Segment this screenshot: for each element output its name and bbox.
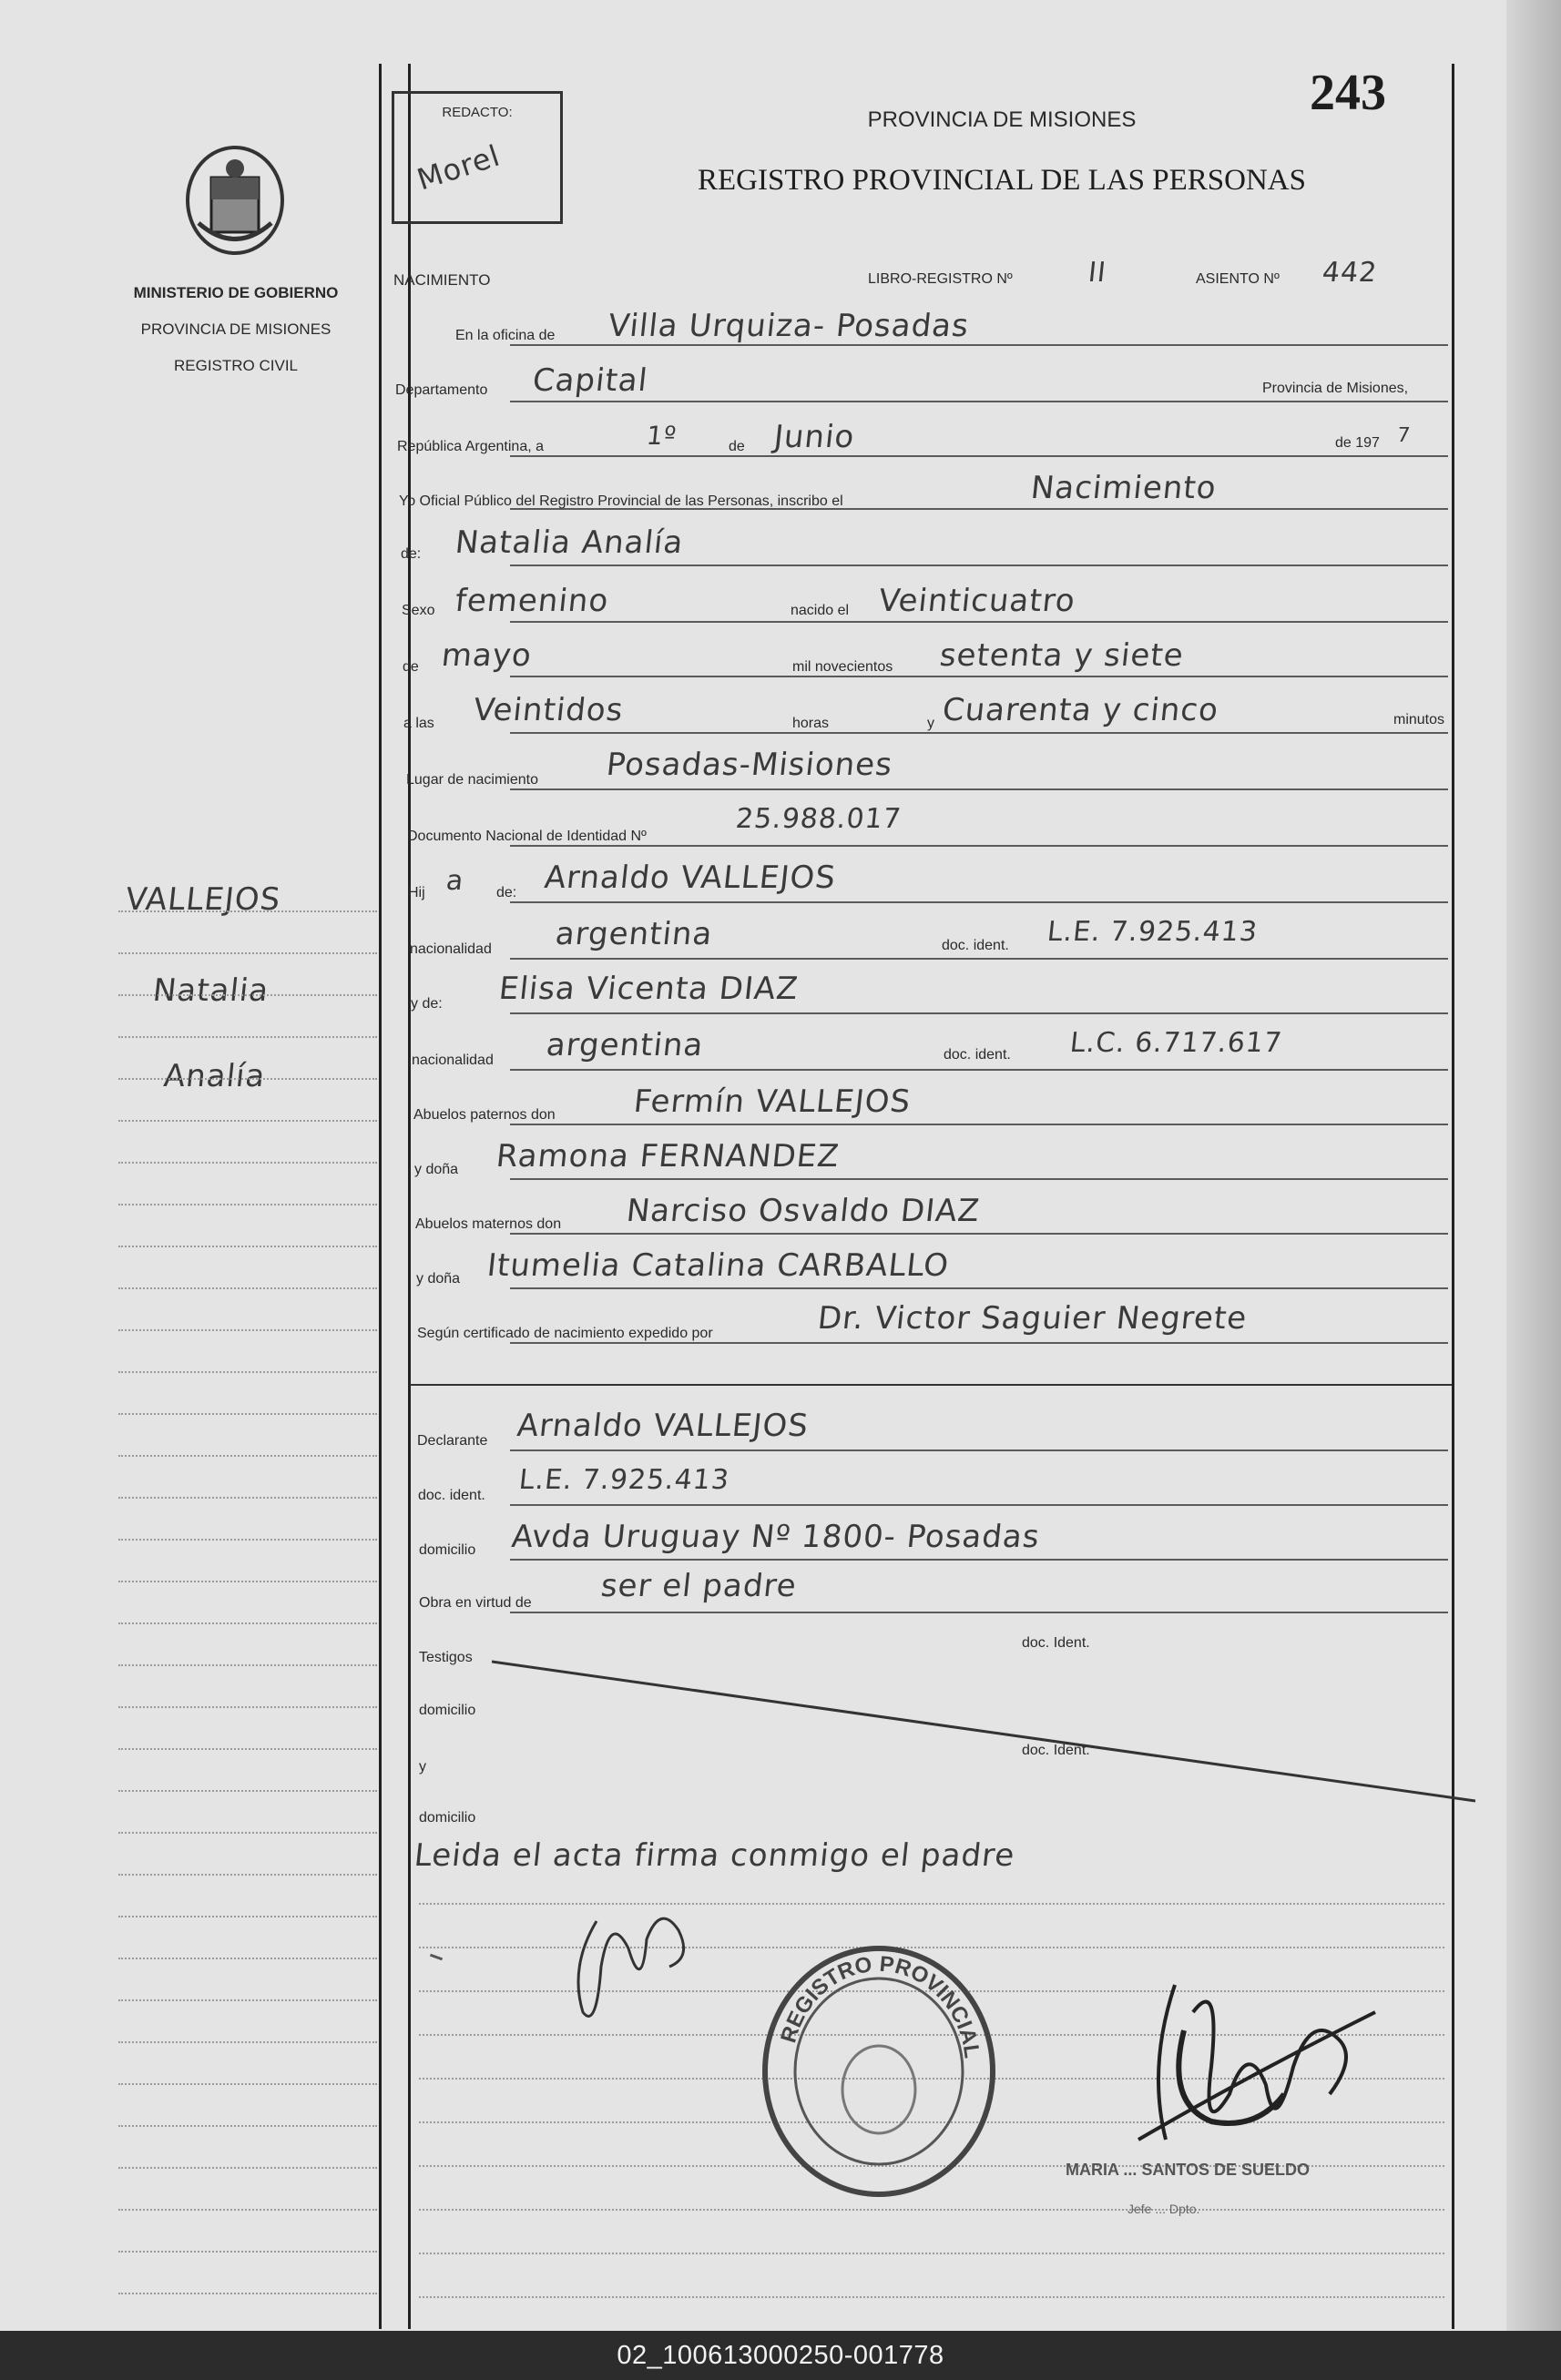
hij-suffix: a — [444, 865, 466, 897]
record-type-label: NACIMIENTO — [393, 271, 491, 289]
margin-line — [118, 1874, 377, 1876]
padre-value: Arnaldo VALLEJOS — [542, 859, 838, 896]
svg-text:REGISTRO PROVINCIAL — [776, 1952, 984, 2060]
form-underline — [510, 901, 1448, 903]
form-underline — [510, 1287, 1448, 1289]
mes-nac-label: de — [403, 659, 419, 675]
republica-label: República Argentina, a — [397, 439, 544, 454]
form-underline — [510, 1449, 1448, 1451]
margin-line — [118, 1916, 377, 1917]
alas-label: a las — [403, 716, 434, 731]
hij-de-label: de: — [496, 885, 517, 900]
asiento-label: ASIENTO Nº — [1196, 271, 1280, 287]
dni-label: Documento Nacional de Identidad Nº — [407, 829, 647, 844]
minutos-value: Cuarenta y cinco — [940, 692, 1221, 728]
ministry-label: MINISTERIO DE GOBIERNO — [133, 284, 339, 301]
certificado-label: Según certificado de nacimiento expedido por — [417, 1326, 713, 1341]
anio-label: de 197 — [1335, 435, 1380, 451]
mes-nac-value: mayo — [439, 637, 534, 674]
redacto-label: REDACTO: — [442, 105, 513, 120]
margin-line — [118, 1120, 377, 1122]
oficial-value: Nacimiento — [1028, 470, 1219, 506]
horas-value: Veintidos — [471, 692, 626, 728]
certificado-value: Dr. Victor Saguier Negrete — [815, 1300, 1250, 1337]
section-separator — [410, 1384, 1452, 1386]
form-underline — [510, 401, 1448, 402]
margin-line — [118, 2041, 377, 2043]
departamento-value: Capital — [530, 362, 650, 399]
hij-label: Hij — [408, 885, 425, 900]
form-underline — [510, 1612, 1448, 1613]
margin-line — [118, 1329, 377, 1331]
form-underline — [510, 845, 1448, 847]
form-underline — [510, 1342, 1448, 1344]
nac-madre-value: argentina — [544, 1027, 706, 1063]
seal-text: REGISTRO PROVINCIAL — [776, 1951, 985, 2060]
margin-line — [118, 1581, 377, 1582]
margin-line — [118, 1622, 377, 1624]
lugar-value: Posadas-Misiones — [604, 747, 895, 783]
inner-border-line — [408, 64, 411, 2329]
sexo-label: Sexo — [402, 603, 435, 618]
nacido-value: Veinticuatro — [876, 583, 1077, 619]
lugar-label: Lugar de nacimiento — [406, 772, 538, 788]
abuelo-pat-value: Fermín VALLEJOS — [631, 1083, 913, 1120]
margin-line — [118, 1958, 377, 1959]
province-left-label: PROVINCIA DE MISIONES — [140, 320, 332, 338]
form-underline — [510, 621, 1448, 623]
yde-label: y de: — [411, 996, 443, 1012]
declarante-label: Declarante — [417, 1433, 488, 1449]
page-edge-shadow — [1506, 0, 1561, 2331]
margin-line — [118, 1455, 377, 1457]
madre-value: Elisa Vicenta DIAZ — [496, 971, 801, 1007]
provincia-suffix: Provincia de Misiones, — [1262, 381, 1409, 396]
abuelos-pat-label: Abuelos paternos don — [413, 1107, 556, 1123]
dni-value: 25.988.017 — [734, 803, 903, 835]
libro-label: LIBRO-REGISTRO Nº — [868, 271, 1013, 287]
right-border-line — [1452, 64, 1454, 2329]
anio-nac-value: setenta y siete — [937, 637, 1186, 674]
domicilio-label: domicilio — [419, 1542, 476, 1558]
form-underline — [510, 1069, 1448, 1071]
de-label: de — [729, 439, 745, 454]
domicilio-value: Avda Uruguay Nº 1800- Posadas — [509, 1519, 1042, 1555]
abuela-mat-value: Itumelia Catalina CARBALLO — [485, 1247, 952, 1284]
dia-value: 1º — [645, 421, 678, 451]
oficina-label: En la oficina de — [455, 328, 556, 343]
margin-line — [118, 1497, 377, 1499]
oficina-value: Villa Urquiza- Posadas — [606, 308, 971, 344]
domicilio2-label: domicilio — [419, 1810, 476, 1826]
y3-label: y — [419, 1759, 426, 1775]
form-underline — [510, 676, 1448, 677]
abuela-pat-value: Ramona FERNANDEZ — [494, 1138, 842, 1175]
margin-line — [118, 1246, 377, 1247]
mes-value: Junio — [771, 419, 857, 455]
ydona2-label: y doña — [416, 1271, 461, 1287]
margin-line — [118, 2293, 377, 2294]
margin-line — [118, 2209, 377, 2211]
official-seal — [756, 1939, 1002, 2203]
margin-line — [118, 1832, 377, 1834]
form-underline — [510, 1124, 1448, 1125]
coat-of-arms-icon — [180, 141, 290, 259]
form-underline — [510, 1012, 1448, 1014]
form-underline — [510, 1233, 1448, 1235]
margin-line — [118, 1664, 377, 1666]
margin-line — [118, 1413, 377, 1415]
doc-madre-label: doc. ident. — [944, 1047, 1011, 1063]
asiento-value: 442 — [1321, 257, 1380, 289]
form-underline — [510, 1504, 1448, 1506]
form-underline — [510, 344, 1448, 346]
official-signature — [1111, 1958, 1384, 2176]
departamento-label: Departamento — [395, 382, 488, 398]
redacto-value: Morel — [413, 137, 505, 198]
province-header: PROVINCIA DE MISIONES — [867, 107, 1137, 132]
declarante-value: Arnaldo VALLEJOS — [515, 1408, 811, 1444]
margin-line — [118, 952, 377, 954]
doc-padre-value: L.E. 7.925.413 — [1046, 916, 1260, 948]
nac-padre-value: argentina — [553, 916, 715, 952]
margin-line — [118, 2167, 377, 2169]
registry-title: REGISTRO PROVINCIAL DE LAS PERSONAS — [697, 164, 1306, 197]
margin-line — [118, 1706, 377, 1708]
libro-value: II — [1087, 257, 1108, 289]
obra-value: ser el padre — [598, 1568, 799, 1604]
margin-line — [118, 1204, 377, 1205]
official-name-stamp: MARIA ... SANTOS DE SUELDO — [1066, 2161, 1311, 2179]
abuelos-mat-label: Abuelos maternos don — [415, 1216, 562, 1232]
anio-value: 7 — [1395, 424, 1413, 447]
margin-second-name: Analía — [161, 1058, 268, 1094]
testigos-label: Testigos — [419, 1650, 473, 1665]
margin-line — [118, 1371, 377, 1373]
nac-padre-label: nacionalidad — [410, 941, 492, 957]
form-underline — [510, 1559, 1448, 1561]
doc2-label: doc. Ident. — [1022, 1743, 1090, 1758]
domicilio1-label: domicilio — [419, 1703, 476, 1718]
form-underline — [510, 564, 1448, 566]
footer-bar — [0, 2331, 1561, 2380]
form-underline — [510, 455, 1448, 457]
page-number: 243 — [1310, 65, 1386, 121]
doc-madre-value: L.C. 6.717.617 — [1068, 1027, 1284, 1059]
margin-line — [118, 994, 377, 996]
nac-madre-label: nacionalidad — [412, 1053, 494, 1068]
form-underline — [510, 1178, 1448, 1180]
horas-label: horas — [792, 716, 830, 731]
oficial-label: Yo Oficial Público del Registro Provincial de las Personas, inscribo el — [399, 493, 843, 509]
margin-line — [118, 1078, 377, 1080]
document-code: 02_100613000250-001778 — [617, 2340, 944, 2370]
margin-line — [118, 1748, 377, 1750]
margin-line — [118, 910, 377, 912]
redacto-box — [392, 91, 563, 224]
margin-line — [118, 1162, 377, 1164]
margin-line — [118, 1790, 377, 1792]
obra-label: Obra en virtud de — [419, 1595, 532, 1611]
margin-line — [118, 1539, 377, 1541]
margin-line — [118, 1287, 377, 1289]
ydona1-label: y doña — [414, 1162, 459, 1177]
form-underline — [510, 732, 1448, 734]
y-label: y — [927, 716, 934, 731]
registro-civil-label: REGISTRO CIVIL — [173, 357, 299, 374]
doc-decl-label: doc. ident. — [418, 1488, 485, 1503]
declarant-signature — [560, 1894, 742, 2030]
nombre-value: Natalia Analía — [453, 524, 686, 561]
minutos-label: minutos — [1393, 712, 1445, 727]
margin-line — [118, 2251, 377, 2253]
margin-surname: VALLEJOS — [123, 881, 283, 918]
leida-value: Leida el acta firma conmigo el padre — [412, 1837, 1017, 1874]
left-border-line — [379, 64, 382, 2329]
doc-decl-value: L.E. 7.925.413 — [517, 1464, 731, 1496]
margin-line — [118, 1999, 377, 2001]
official-role-stamp: Jefe ... Dpto. — [1127, 2202, 1200, 2216]
blank-ruled-line — [419, 2209, 1444, 2211]
de-nombre-label: de: — [401, 546, 422, 562]
form-underline — [510, 788, 1448, 790]
blank-ruled-line — [419, 2253, 1444, 2254]
testigos-doc-label: doc. Ident. — [1022, 1635, 1090, 1651]
cancel-line — [492, 1639, 1475, 1803]
margin-line — [118, 2125, 377, 2127]
margin-line — [118, 1036, 377, 1038]
sexo-value: femenino — [453, 583, 611, 619]
abuelo-mat-value: Narciso Osvaldo DIAZ — [624, 1193, 982, 1229]
doc-padre-label: doc. ident. — [942, 938, 1009, 953]
margin-line — [118, 2083, 377, 2085]
nacido-label: nacido el — [791, 603, 850, 618]
mil-label: mil novecientos — [792, 659, 893, 675]
form-underline — [510, 958, 1448, 960]
tick-mark — [430, 1954, 443, 1961]
margin-first-name: Natalia — [150, 972, 271, 1009]
blank-ruled-line — [419, 2296, 1444, 2298]
